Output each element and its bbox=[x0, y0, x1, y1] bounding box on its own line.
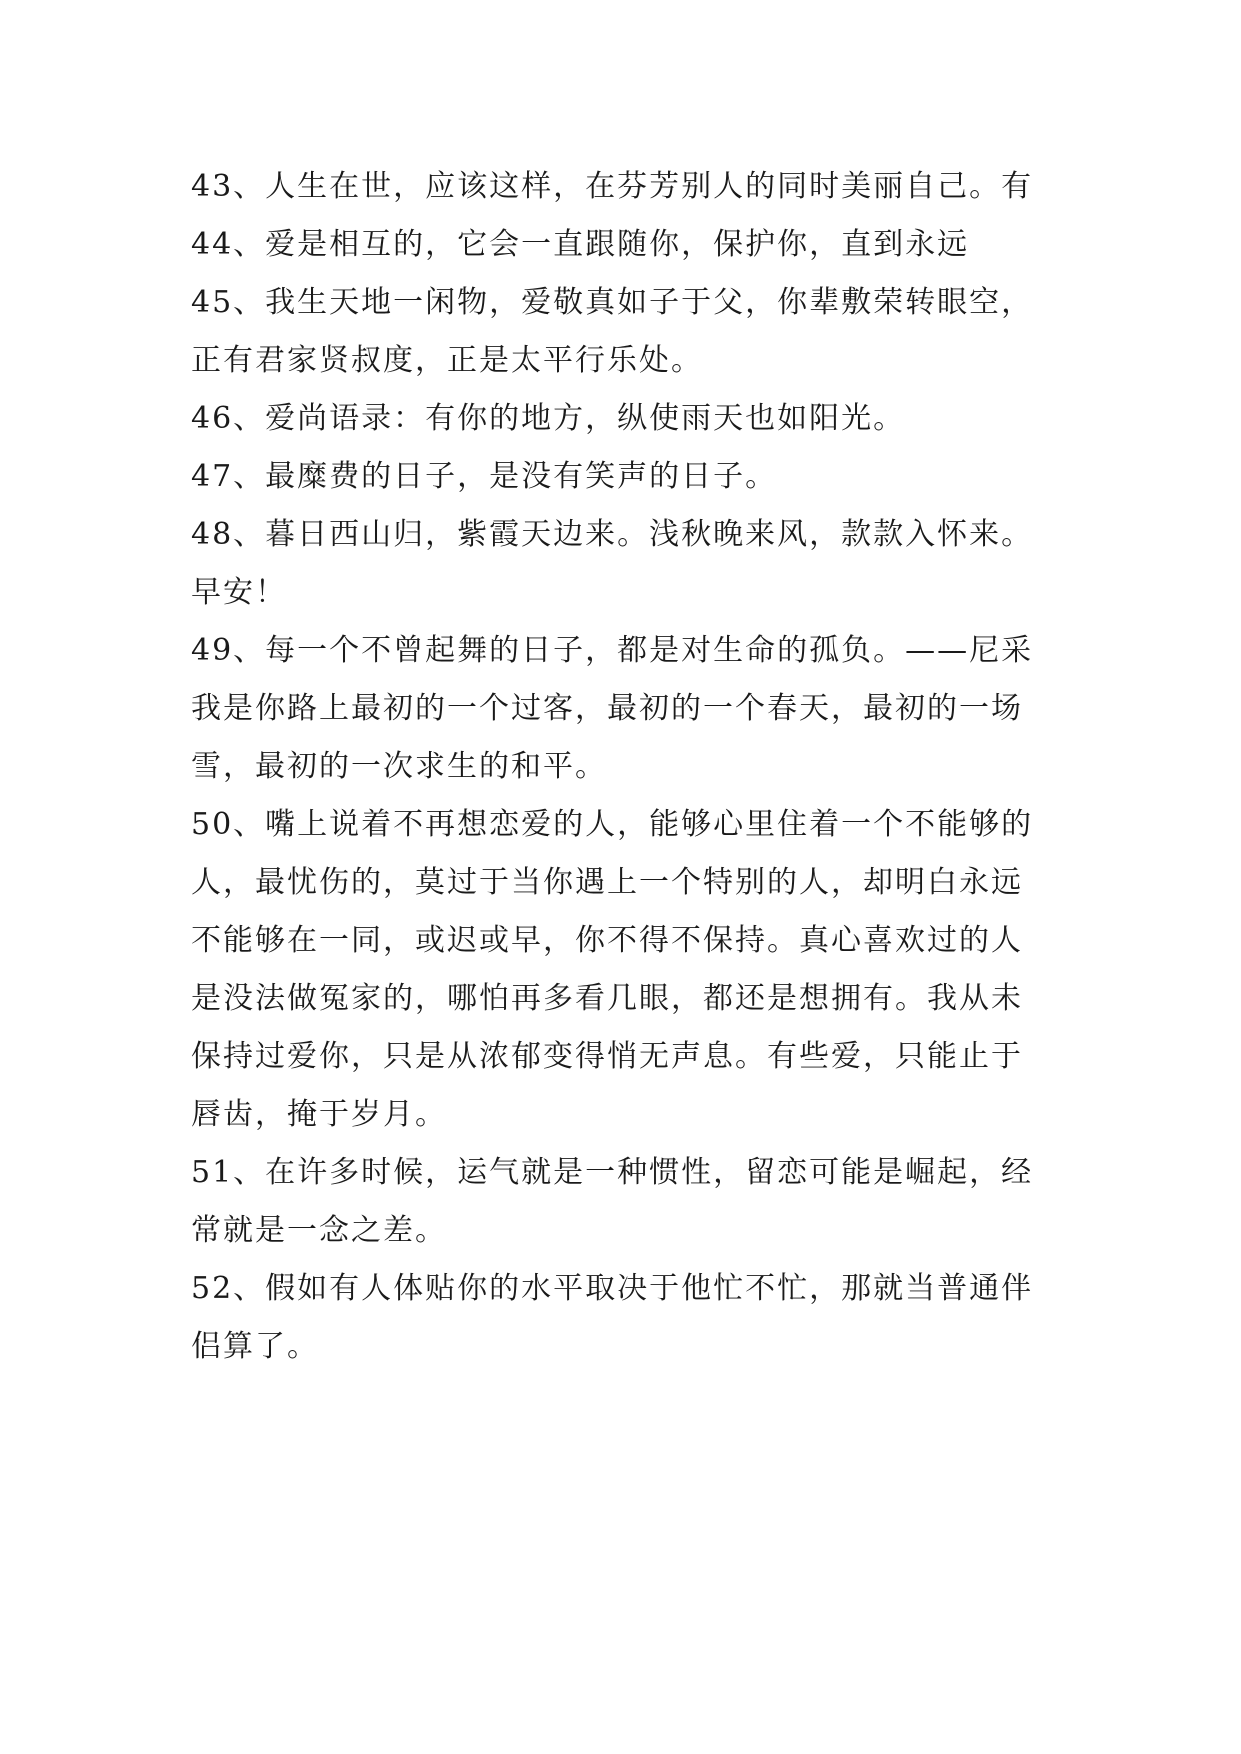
document-body bbox=[191, 158, 1071, 1376]
text-line: 保持过爱你，只是从浓郁变得悄无声息。有些爱，只能止于 bbox=[191, 1039, 1023, 1074]
text-line: 不能够在一同，或迟或早，你不得不保持。真心喜欢过的人 bbox=[191, 923, 1023, 958]
text-line: 是没法做冤家的，哪怕再多看几眼，都还是想拥有。我从未 bbox=[191, 981, 1023, 1016]
text-line: 48、暮日西山归，紫霞天边来。浅秋晚来风，款款入怀来。 bbox=[191, 517, 1034, 552]
text-line: 唇齿，掩于岁月。 bbox=[191, 1097, 447, 1132]
text-line: 44、爱是相互的，它会一直跟随你，保护你，直到永远 bbox=[191, 227, 970, 262]
text-line: 正有君家贤叔度，正是太平行乐处。 bbox=[191, 343, 703, 378]
text-line: 早安！ bbox=[191, 575, 287, 610]
text-line: 45、我生天地一闲物，爱敬真如子于父，你辈敷荣转眼空， bbox=[191, 285, 1034, 320]
text-line: 人，最忧伤的，莫过于当你遇上一个特别的人，却明白永远 bbox=[191, 865, 1023, 900]
text-line: 43、人生在世，应该这样，在芬芳别人的同时美丽自己。有 bbox=[191, 169, 1034, 204]
text-line: 50、嘴上说着不再想恋爱的人，能够心里住着一个不能够的 bbox=[191, 807, 1034, 842]
text-line: 52、假如有人体贴你的水平取决于他忙不忙，那就当普通伴 bbox=[191, 1271, 1034, 1306]
text-line: 49、每一个不曾起舞的日子，都是对生命的孤负。——尼采 bbox=[191, 633, 1034, 668]
text-line: 46、爱尚语录：有你的地方，纵使雨天也如阳光。 bbox=[191, 401, 906, 436]
text-line: 侣算了。 bbox=[191, 1329, 319, 1364]
text-line: 47、最糜费的日子，是没有笑声的日子。 bbox=[191, 459, 778, 494]
text-line: 我是你路上最初的一个过客，最初的一个春天，最初的一场 bbox=[191, 691, 1023, 726]
text-line: 51、在许多时候，运气就是一种惯性，留恋可能是崛起，经 bbox=[191, 1155, 1034, 1190]
text-line: 雪，最初的一次求生的和平。 bbox=[191, 749, 607, 784]
text-line: 常就是一念之差。 bbox=[191, 1213, 447, 1248]
